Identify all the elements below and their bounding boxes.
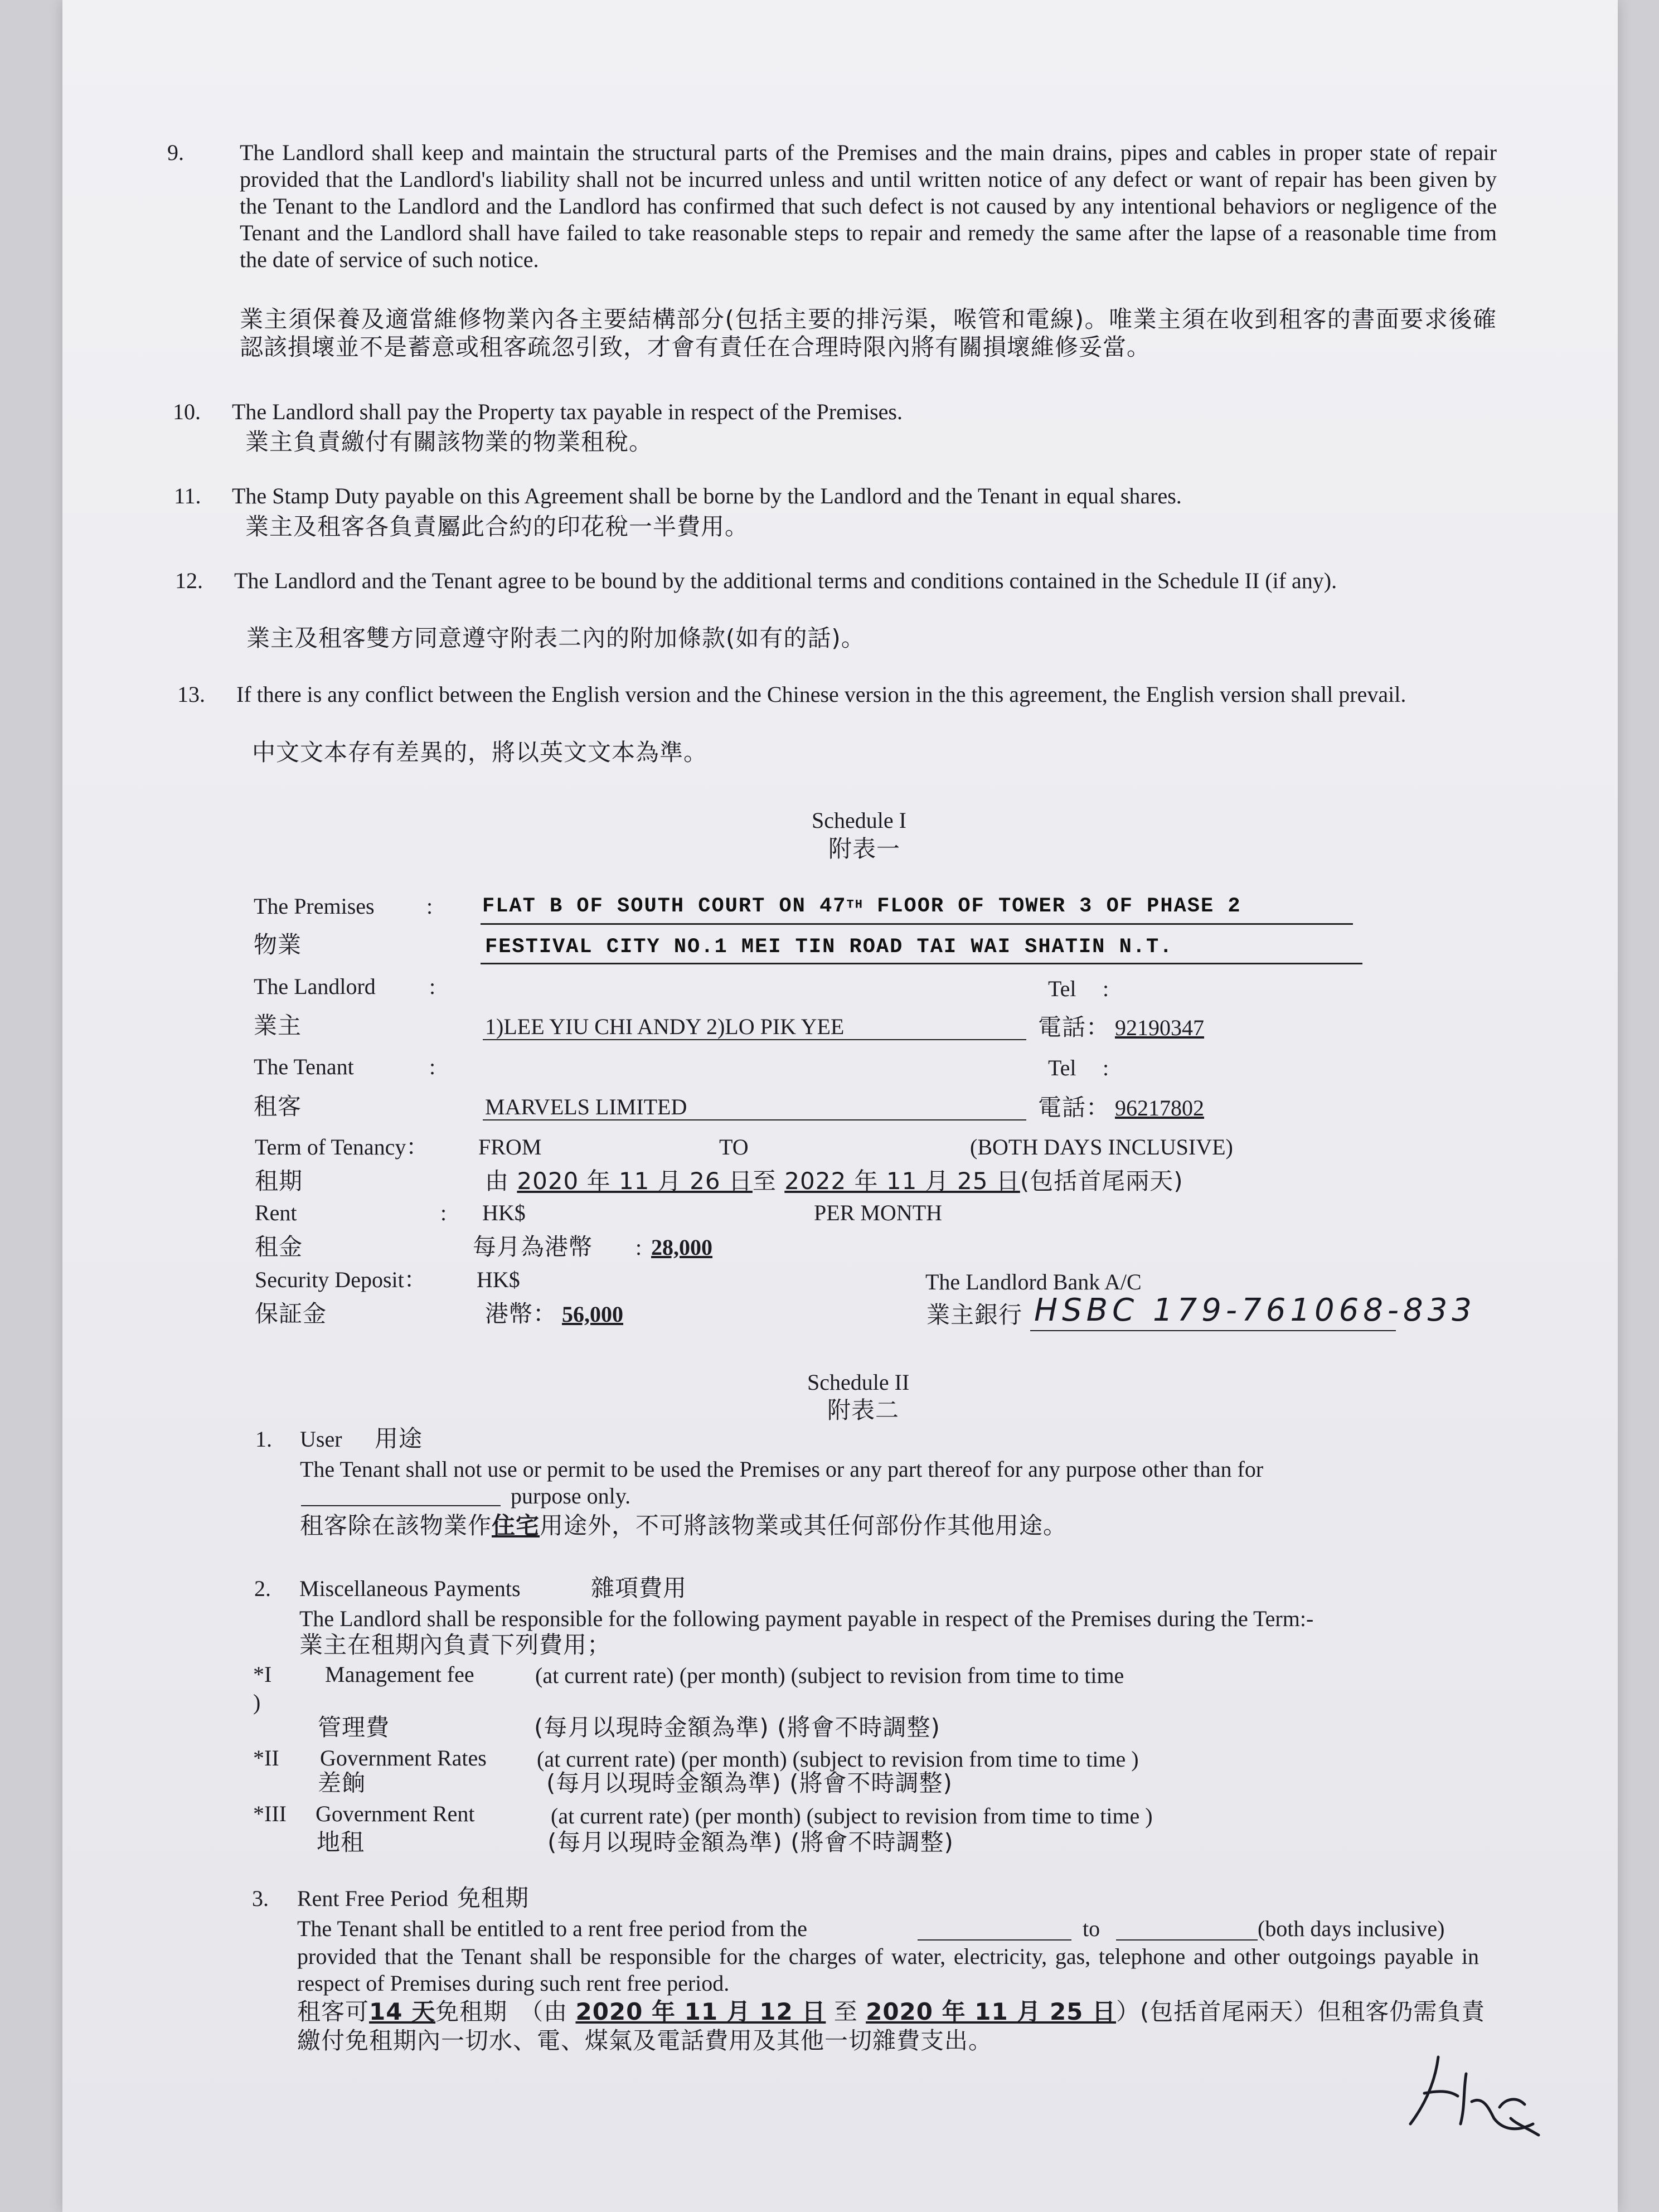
item-3-title: Rent Free Period	[297, 1886, 449, 1911]
item-1-title-cn: 用途	[375, 1425, 423, 1452]
item-2-chinese: 業主在租期內負責下列費用；	[299, 1631, 612, 1658]
bank-label-cn: 業主銀行	[926, 1301, 1023, 1328]
item-2-english: The Landlord shall be responsible for the following payment payable in respect of the Premises during the Term:-	[299, 1606, 1314, 1631]
rent-label-cn: 租金	[255, 1233, 303, 1260]
tenant-name-underline	[483, 1119, 1026, 1120]
term-to-label: TO	[719, 1134, 749, 1160]
clause-13-english: If there is any conflict between the English version and the Chinese version in the this agreement, the English version shall prevail.	[236, 682, 1406, 707]
clause-10-english: The Landlord shall pay the Property tax payable in respect of the Premises.	[232, 399, 903, 424]
clause-13-number: 13.	[177, 682, 205, 707]
item-3-number: 3.	[252, 1886, 269, 1911]
deposit-cn-prefix: 港幣：	[485, 1300, 557, 1327]
term-label: Term of Tenancy：	[255, 1134, 429, 1160]
item-3-title-cn: 免租期	[457, 1884, 530, 1912]
schedule-1-title-cn: 附表一	[828, 835, 901, 862]
fee-3-name-cn: 地租	[317, 1828, 365, 1856]
fee-1-chinese: (每月以現時金額為準) (將會不時調整)	[534, 1714, 940, 1741]
clause-11-chinese: 業主及租客各負責屬此合約的印花稅一半費用。	[245, 513, 749, 540]
item-3-from-blank	[918, 1939, 1071, 1941]
clause-10-chinese: 業主負責繳付有關該物業的物業租稅。	[245, 428, 653, 455]
rent-colon: :	[440, 1200, 447, 1225]
item-2-number: 2.	[254, 1576, 271, 1601]
fee-3-english: (at current rate) (per month) (subject to revision from time to time )	[551, 1803, 1153, 1828]
rent-amount: 28,000	[651, 1235, 712, 1260]
clause-11-number: 11.	[174, 483, 201, 508]
landlord-tel-number: 92190347	[1115, 1015, 1204, 1040]
item-3-english-to: to	[1083, 1916, 1100, 1941]
item-3-chinese-line-1: 租客可14 天免租期 （由 2020 年 11 月 12 日 至 2020 年 11 月 25 日）(包括首尾兩天）但租客仍需負責	[297, 1998, 1486, 2025]
item-2-title: Miscellaneous Payments	[299, 1576, 521, 1601]
schedule-1-title: Schedule I	[812, 808, 906, 833]
tenant-colon: :	[429, 1054, 436, 1079]
tenant-name: MARVELS LIMITED	[485, 1094, 687, 1119]
clause-12-number: 12.	[175, 568, 203, 593]
term-label-cn: 租期	[255, 1167, 303, 1195]
bank-label: The Landlord Bank A/C	[925, 1269, 1142, 1294]
deposit-label: Security Deposit：	[255, 1267, 426, 1292]
rent-label: Rent	[255, 1200, 297, 1225]
item-1-english-a: The Tenant shall not use or permit to be used the Premises or any part thereof for any purpose other than for	[300, 1457, 1264, 1482]
fee-2-mark: *II	[253, 1745, 279, 1770]
signature-initials	[1405, 2040, 1555, 2152]
item-3-english-c: provided that the Tenant shall be responsible for the charges of water, electricity, gas, telephone and other outgoings payable in respect of Premises during such rent free period.	[297, 1944, 1479, 1996]
deposit-amount: 56,000	[562, 1302, 623, 1327]
clause-9-chinese: 業主須保養及適當維修物業內各主要結構部分(包括主要的排污渠，喉管和電線)。唯業主須在收到租客的書面要求後確認該損壞並不是蓄意或租客疏忽引致，才會有責任在合理時限內將有關損壞維修妥當。	[240, 305, 1497, 361]
premises-underline-2	[481, 963, 1362, 964]
premises-address-line-2: FESTIVAL CITY NO.1 MEI TIN ROAD TAI WAI SHATIN N.T.	[485, 935, 1173, 959]
tenant-tel-number: 96217802	[1115, 1095, 1204, 1120]
item-3-english-b: (both days inclusive)	[1258, 1916, 1445, 1941]
item-1-number: 1.	[255, 1427, 272, 1452]
premises-label-cn: 物業	[254, 931, 302, 958]
fee-1-name: Management fee	[325, 1662, 474, 1687]
item-3-to-blank	[1116, 1939, 1258, 1941]
landlord-label: The Landlord	[254, 974, 376, 999]
schedule-2-title: Schedule II	[807, 1370, 910, 1395]
term-from-label: FROM	[478, 1134, 542, 1160]
landlord-name: 1)LEE YIU CHI ANDY 2)LO PIK YEE	[485, 1014, 845, 1039]
fee-1-name-cn: 管理費	[318, 1714, 390, 1741]
clause-9-english: The Landlord shall keep and maintain the structural parts of the Premises and the main drains, pipes and cables in proper state of repair provided that the Landlord's liability shall not be incurred unless and until written notice of any defect or want of repair has been given by the Tenant to the Landlord and the Landlord has confirmed that such defect is not caused by any intentional behaviors or negligence of the Tenant and the Landlord shall have failed to take reasonable steps to repair and remedy the same after the lapse of a reasonable time from the date of service of such notice.	[240, 140, 1497, 272]
rent-amount-colon: :	[636, 1235, 642, 1260]
item-3-chinese-line-2: 繳付免租期內一切水、電、煤氣及電話費用及其他一切雜費支出。	[297, 2027, 993, 2054]
item-2-title-cn: 雜項費用	[591, 1574, 687, 1602]
clause-11-english: The Stamp Duty payable on this Agreement shall be borne by the Landlord and the Tenant in equal shares.	[232, 483, 1182, 508]
term-both-days: (BOTH DAYS INCLUSIVE)	[970, 1134, 1233, 1160]
landlord-colon: :	[429, 974, 436, 999]
item-1-chinese: 租客除在該物業作住宅用途外，不可將該物業或其任何部份作其他用途。	[300, 1512, 1068, 1539]
clause-12-english: The Landlord and the Tenant agree to be bound by the additional terms and conditions contained in the Schedule II (if any).	[234, 568, 1337, 593]
fee-2-name-cn: 差餉	[318, 1769, 366, 1797]
deposit-currency: HK$	[477, 1267, 520, 1292]
fee-1-english: (at current rate) (per month) (subject to revision from time to time	[535, 1663, 1124, 1688]
tenant-label-cn: 租客	[254, 1093, 302, 1120]
clause-12-chinese: 業主及租客雙方同意遵守附表二內的附加條款(如有的話)。	[246, 624, 865, 652]
tenant-tel-label-cn: 電話：	[1038, 1094, 1110, 1121]
item-1-english-b: purpose only.	[511, 1483, 631, 1508]
fee-1-bracket: )	[253, 1690, 261, 1715]
clause-10-number: 10.	[173, 399, 201, 424]
bank-account-handwritten: HSBC 179-761068-833	[1034, 1292, 1476, 1328]
item-1-purpose-blank	[301, 1505, 501, 1506]
item-3-english-a: The Tenant shall be entitled to a rent free period from the	[297, 1916, 807, 1941]
fee-2-name: Government Rates	[320, 1745, 487, 1770]
landlord-tel-colon: :	[1103, 976, 1109, 1001]
rent-currency: HK$	[482, 1200, 526, 1225]
clause-13-chinese: 中文文本存有差異的，將以英文文本為準。	[252, 739, 708, 766]
fee-2-chinese: (每月以現時金額為準) (將會不時調整)	[546, 1769, 953, 1797]
landlord-name-underline	[483, 1039, 1026, 1040]
fee-1-mark: *I	[253, 1662, 272, 1687]
clause-9-number: 9.	[167, 140, 184, 165]
fee-3-name: Government Rent	[316, 1801, 475, 1826]
schedule-2-title-cn: 附表二	[827, 1396, 900, 1424]
deposit-label-cn: 保証金	[255, 1300, 327, 1327]
tenant-tel-label: Tel	[1048, 1055, 1076, 1080]
tenant-tel-colon: :	[1103, 1055, 1109, 1080]
item-1-title: User	[300, 1427, 342, 1452]
premises-underline-1	[481, 923, 1353, 925]
landlord-tel-label: Tel	[1048, 976, 1076, 1001]
landlord-label-cn: 業主	[254, 1012, 302, 1039]
fee-3-chinese: (每月以現時金額為準) (將會不時調整)	[547, 1828, 954, 1856]
landlord-tel-label-cn: 電話：	[1038, 1013, 1110, 1041]
premises-address-line-1: FLAT B OF SOUTH COURT ON 47TH FLOOR OF TOWER 3 OF PHASE 2	[482, 895, 1241, 918]
premises-colon: :	[426, 894, 433, 919]
rent-cn-prefix: 每月為港幣	[473, 1233, 593, 1260]
rent-per-month: PER MONTH	[814, 1200, 943, 1225]
fee-3-mark: *III	[253, 1801, 287, 1826]
fee-2-english: (at current rate) (per month) (subject to revision from time to time )	[537, 1747, 1139, 1772]
premises-label: The Premises	[254, 894, 375, 919]
bank-account-underline	[1030, 1330, 1396, 1331]
tenant-label: The Tenant	[254, 1054, 354, 1079]
term-chinese-dates: 由 2020 年 11 月 26 日至 2022 年 11 月 25 日(包括首尾兩天)	[485, 1167, 1183, 1195]
